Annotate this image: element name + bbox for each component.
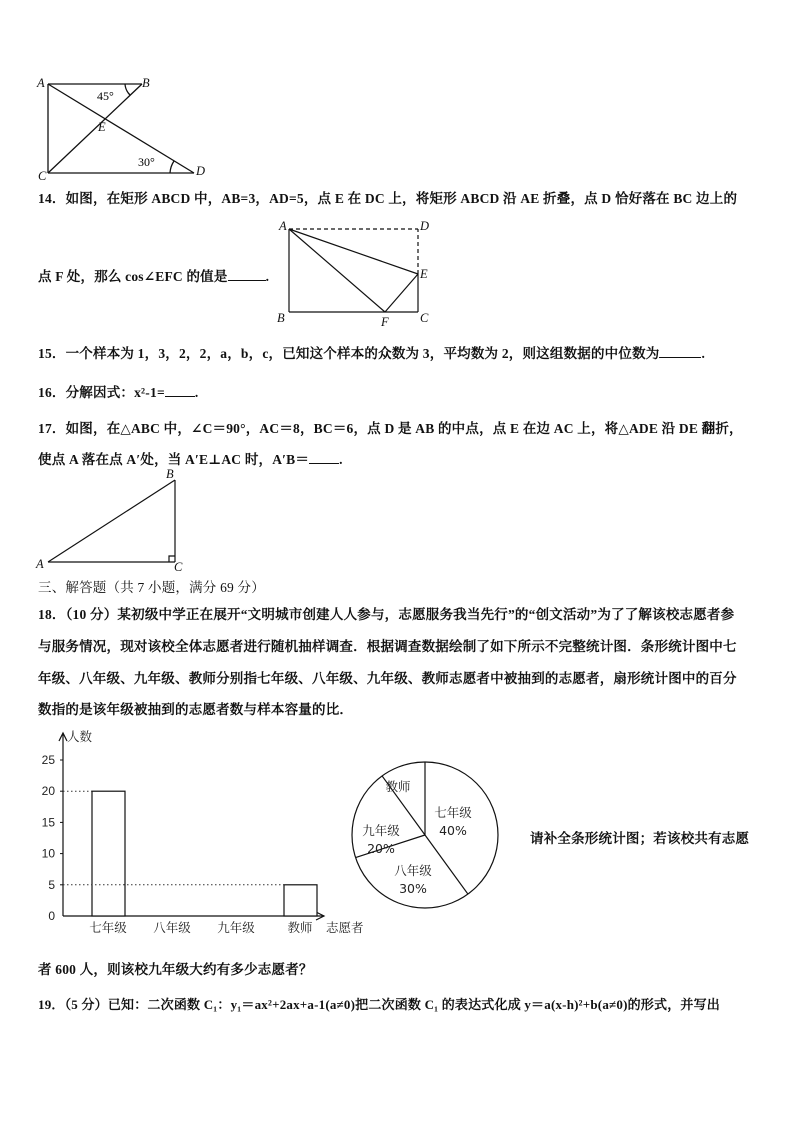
bar-七年级 [92,791,125,916]
q18-line1: 18．（10 分）某初级中学正在展开“文明城市创建人人参与，志愿服务我当先行”的“创文活动”为了了解该校志愿者参 [38,607,735,622]
x-category-label: 教师 [287,920,313,935]
q14-point-B: B [277,311,285,325]
y-tick-label: 15 [41,815,55,830]
q17-point-A: A [36,557,44,571]
q14-answer-blank[interactable] [228,268,266,281]
angle-45-label: 45° [97,89,114,103]
y-tick-label: 10 [41,846,55,861]
bar-chart [30,726,380,940]
q19-line: 19．（5 分）已知：二次函数 C₁：y₁＝ax²+2ax+a-1(a≠0)把二次函数 C₁ 的表达式化成 y＝a(x-h)²+b(a≠0)的形式，并写出 [38,997,720,1012]
x-category-label: 七年级 [89,920,127,935]
q14-figure [272,214,442,330]
q16-text: 16．分解因式：x²-1= [38,385,165,400]
pie-chart [340,750,510,920]
q15-end: . [701,346,706,361]
q16-answer-blank[interactable] [165,384,195,397]
pie-label: 教师 [385,779,411,794]
q17-line2 [38,448,343,468]
q17-point-B: B [166,467,174,481]
section3-title: 三、解答题（共 7 小题，满分 69 分） [38,580,265,595]
pie-label: 八年级 [394,863,432,878]
q15-text: 15．一个样本为 1，3，2，2，a，b，c，已知这个样本的众数为 3，平均数为 2，则这组数据的中位数为 [38,346,660,361]
q18-side-text: 请补全条形统计图；若该校共有志愿 [530,831,750,846]
q16-line [38,381,198,401]
q15-answer-blank[interactable] [659,345,701,358]
q17-answer-blank[interactable] [309,451,339,464]
y-axis-label: 人数 [67,729,93,744]
q14-line1: 14．如图，在矩形 ABCD 中，AB=3，AD=5，点 E 在 DC 上，将矩形 ABCD 沿 AE 折叠，点 D 恰好落在 BC 边上的 [38,191,738,206]
y-tick-label: 20 [41,784,55,799]
y-tick-label: 25 [41,753,55,767]
q18-line3: 年级、八年级、九年级、教师分别指七年级、八年级、九年级、教师志愿者中被抽到的志愿者，扇形统计图中的百分 [38,671,737,686]
q17-end: . [339,452,343,467]
q14-line2 [38,265,269,285]
q18-line4: 数指的是该年级被抽到的志愿者数与样本容量的比． [38,702,354,717]
point-E-label: E [98,120,106,134]
q17-line2-text: 使点 A 落在点 A′处，当 A′E⊥AC 时，A′B＝ [38,452,310,467]
y-tick-label: 0 [48,909,55,923]
q13-figure [30,70,220,182]
angle-30-label: 30° [138,155,155,169]
q17-figure [32,466,192,572]
x-category-label: 九年级 [217,920,255,935]
pie-label: 七年级 [434,805,472,820]
x-category-label: 八年级 [153,920,191,935]
point-D-label: D [196,164,206,178]
q14-line2-text: 点 F 处，那么 cos∠EFC 的值是 [38,269,228,284]
q17-point-C: C [174,560,183,572]
x-axis-label: 志愿者 [326,920,364,935]
point-A-label: A [37,76,45,90]
point-B-label: B [142,76,150,90]
q14-point-D: D [420,219,430,233]
q16-end: . [194,385,199,400]
q14-end: . [265,269,270,284]
q14-point-C: C [420,311,429,325]
point-C-label: C [38,169,47,182]
pie-label: 九年级 [362,823,400,838]
pie-percent: 30% [399,881,427,896]
q18-after-text: 者 600 人，则该校九年级大约有多少志愿者？ [38,962,313,977]
q14-point-A: A [279,219,287,233]
q15-line [38,342,705,362]
bar-教师 [284,885,317,916]
q17-line1: 17．如图，在△ABC 中，∠C＝90°，AC＝8，BC＝6，点 D 是 AB 的中点，点 E 在边 AC 上，将△ADE 沿 DE 翻折， [38,421,743,436]
y-tick-label: 5 [48,877,55,892]
pie-percent: 20% [367,841,395,856]
q18-line2: 与服务情况，现对该校全体志愿者进行随机抽样调查．根据调查数据绘制了如下所示不完整统计图．条形统计图中七 [38,639,737,654]
q14-point-E: E [420,267,428,281]
pie-percent: 40% [439,823,467,838]
q14-point-F: F [381,315,389,329]
